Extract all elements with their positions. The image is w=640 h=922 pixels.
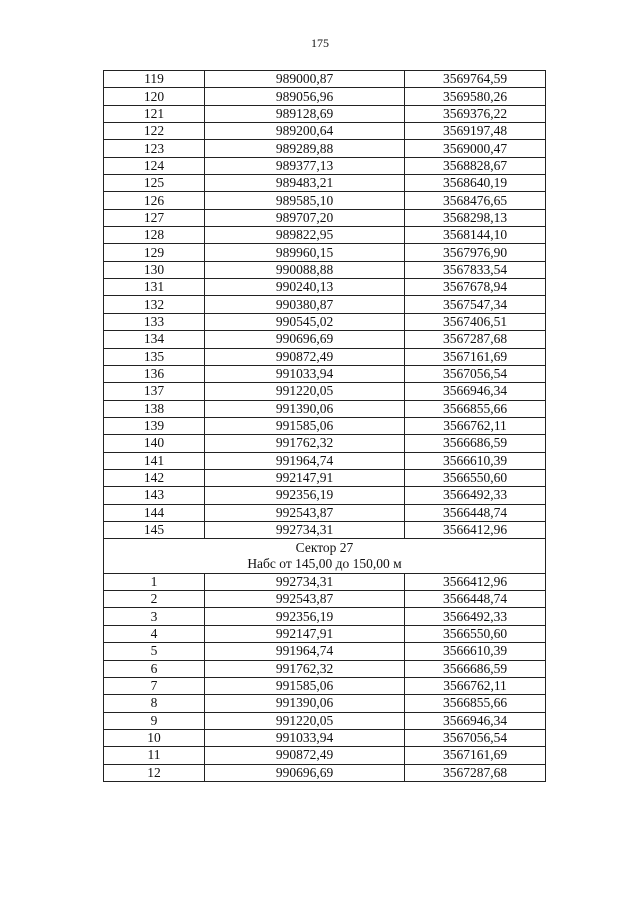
point-number-cell: 6 (104, 660, 205, 677)
x-coordinate-cell: 992734,31 (205, 573, 405, 590)
point-number-cell: 133 (104, 313, 205, 330)
x-coordinate-cell: 991762,32 (205, 435, 405, 452)
y-coordinate-cell: 3566762,11 (405, 677, 546, 694)
x-coordinate-cell: 991762,32 (205, 660, 405, 677)
x-coordinate-cell: 989200,64 (205, 123, 405, 140)
point-number-cell: 140 (104, 435, 205, 452)
x-coordinate-cell: 989056,96 (205, 88, 405, 105)
point-number-cell: 2 (104, 591, 205, 608)
table-row (104, 209, 546, 226)
point-number-cell: 8 (104, 695, 205, 712)
table-row (104, 244, 546, 261)
table-row (104, 123, 546, 140)
y-coordinate-cell: 3566686,59 (405, 660, 546, 677)
table-row (104, 643, 546, 660)
point-number-cell: 142 (104, 469, 205, 486)
y-coordinate-cell: 3567833,54 (405, 261, 546, 278)
point-number-cell: 138 (104, 400, 205, 417)
point-number-cell: 139 (104, 417, 205, 434)
y-coordinate-cell: 3566610,39 (405, 452, 546, 469)
table-row (104, 608, 546, 625)
y-coordinate-cell: 3566550,60 (405, 469, 546, 486)
y-coordinate-cell: 3566686,59 (405, 435, 546, 452)
coordinates-table-part1 (104, 71, 546, 539)
x-coordinate-cell: 991220,05 (205, 712, 405, 729)
x-coordinate-cell: 992356,19 (205, 487, 405, 504)
table-row (104, 400, 546, 417)
point-number-cell: 141 (104, 452, 205, 469)
table-row (104, 348, 546, 365)
x-coordinate-cell: 991220,05 (205, 383, 405, 400)
y-coordinate-cell: 3567287,68 (405, 764, 546, 781)
table-row (104, 383, 546, 400)
sector-subtitle: Набс от 145,00 до 150,00 м (247, 556, 402, 572)
table-row (104, 712, 546, 729)
table-row (104, 365, 546, 382)
x-coordinate-cell: 991964,74 (205, 452, 405, 469)
table-row (104, 435, 546, 452)
point-number-cell: 12 (104, 764, 205, 781)
point-number-cell: 3 (104, 608, 205, 625)
x-coordinate-cell: 990872,49 (205, 747, 405, 764)
x-coordinate-cell: 992543,87 (205, 591, 405, 608)
x-coordinate-cell: 989960,15 (205, 244, 405, 261)
y-coordinate-cell: 3567976,90 (405, 244, 546, 261)
point-number-cell: 144 (104, 504, 205, 521)
y-coordinate-cell: 3568144,10 (405, 227, 546, 244)
sector-header-cell (104, 539, 546, 574)
sector-header-group (104, 539, 546, 574)
table-row (104, 192, 546, 209)
x-coordinate-cell: 990696,69 (205, 764, 405, 781)
point-number-cell: 127 (104, 209, 205, 226)
y-coordinate-cell: 3566448,74 (405, 591, 546, 608)
table-row (104, 313, 546, 330)
point-number-cell: 7 (104, 677, 205, 694)
y-coordinate-cell: 3566448,74 (405, 504, 546, 521)
y-coordinate-cell: 3569376,22 (405, 105, 546, 122)
table-row (104, 175, 546, 192)
table-row (104, 487, 546, 504)
point-number-cell: 130 (104, 261, 205, 278)
x-coordinate-cell: 992543,87 (205, 504, 405, 521)
y-coordinate-cell: 3569197,48 (405, 123, 546, 140)
table-row (104, 764, 546, 781)
x-coordinate-cell: 991033,94 (205, 729, 405, 746)
x-coordinate-cell: 990380,87 (205, 296, 405, 313)
point-number-cell: 128 (104, 227, 205, 244)
x-coordinate-cell: 989377,13 (205, 157, 405, 174)
x-coordinate-cell: 992147,91 (205, 625, 405, 642)
y-coordinate-cell: 3566855,66 (405, 695, 546, 712)
x-coordinate-cell: 991964,74 (205, 643, 405, 660)
y-coordinate-cell: 3567678,94 (405, 279, 546, 296)
table-row (104, 88, 546, 105)
point-number-cell: 119 (104, 71, 205, 88)
y-coordinate-cell: 3567056,54 (405, 365, 546, 382)
point-number-cell: 121 (104, 105, 205, 122)
table-row (104, 729, 546, 746)
table-row (104, 591, 546, 608)
x-coordinate-cell: 989822,95 (205, 227, 405, 244)
x-coordinate-cell: 990545,02 (205, 313, 405, 330)
x-coordinate-cell: 989483,21 (205, 175, 405, 192)
table-row (104, 105, 546, 122)
y-coordinate-cell: 3569580,26 (405, 88, 546, 105)
y-coordinate-cell: 3568640,19 (405, 175, 546, 192)
x-coordinate-cell: 992734,31 (205, 521, 405, 538)
point-number-cell: 134 (104, 331, 205, 348)
x-coordinate-cell: 991033,94 (205, 365, 405, 382)
y-coordinate-cell: 3568298,13 (405, 209, 546, 226)
y-coordinate-cell: 3567406,51 (405, 313, 546, 330)
y-coordinate-cell: 3567287,68 (405, 331, 546, 348)
point-number-cell: 132 (104, 296, 205, 313)
table-row (104, 660, 546, 677)
x-coordinate-cell: 991390,06 (205, 400, 405, 417)
y-coordinate-cell: 3566946,34 (405, 383, 546, 400)
y-coordinate-cell: 3567161,69 (405, 747, 546, 764)
sector-title: Сектор 27 (295, 540, 354, 556)
table-row (104, 261, 546, 278)
x-coordinate-cell: 990696,69 (205, 331, 405, 348)
sector-header-row (104, 539, 546, 574)
point-number-cell: 143 (104, 487, 205, 504)
x-coordinate-cell: 992147,91 (205, 469, 405, 486)
point-number-cell: 10 (104, 729, 205, 746)
point-number-cell: 120 (104, 88, 205, 105)
y-coordinate-cell: 3568476,65 (405, 192, 546, 209)
table-row (104, 573, 546, 590)
x-coordinate-cell: 989128,69 (205, 105, 405, 122)
y-coordinate-cell: 3566610,39 (405, 643, 546, 660)
point-number-cell: 1 (104, 573, 205, 590)
coordinates-table-part2 (104, 573, 546, 781)
point-number-cell: 5 (104, 643, 205, 660)
point-number-cell: 137 (104, 383, 205, 400)
table-row (104, 469, 546, 486)
table-row (104, 279, 546, 296)
point-number-cell: 136 (104, 365, 205, 382)
y-coordinate-cell: 3568828,67 (405, 157, 546, 174)
table-row (104, 695, 546, 712)
point-number-cell: 131 (104, 279, 205, 296)
table-row (104, 417, 546, 434)
point-number-cell: 129 (104, 244, 205, 261)
table-row (104, 521, 546, 538)
table-row (104, 747, 546, 764)
point-number-cell: 9 (104, 712, 205, 729)
table-row (104, 677, 546, 694)
x-coordinate-cell: 990088,88 (205, 261, 405, 278)
table-row (104, 140, 546, 157)
y-coordinate-cell: 3567547,34 (405, 296, 546, 313)
x-coordinate-cell: 992356,19 (205, 608, 405, 625)
point-number-cell: 123 (104, 140, 205, 157)
table-row (104, 625, 546, 642)
y-coordinate-cell: 3566550,60 (405, 625, 546, 642)
x-coordinate-cell: 991585,06 (205, 677, 405, 694)
y-coordinate-cell: 3566855,66 (405, 400, 546, 417)
table-row (104, 71, 546, 88)
table-row (104, 296, 546, 313)
y-coordinate-cell: 3566492,33 (405, 487, 546, 504)
point-number-cell: 4 (104, 625, 205, 642)
point-number-cell: 125 (104, 175, 205, 192)
y-coordinate-cell: 3569764,59 (405, 71, 546, 88)
x-coordinate-cell: 991390,06 (205, 695, 405, 712)
y-coordinate-cell: 3566412,96 (405, 573, 546, 590)
y-coordinate-cell: 3566762,11 (405, 417, 546, 434)
y-coordinate-cell: 3567056,54 (405, 729, 546, 746)
point-number-cell: 124 (104, 157, 205, 174)
x-coordinate-cell: 989707,20 (205, 209, 405, 226)
x-coordinate-cell: 989000,87 (205, 71, 405, 88)
table-row (104, 504, 546, 521)
point-number-cell: 126 (104, 192, 205, 209)
x-coordinate-cell: 991585,06 (205, 417, 405, 434)
coordinates-table (103, 70, 546, 782)
table-row (104, 331, 546, 348)
table-row (104, 452, 546, 469)
table-row (104, 227, 546, 244)
y-coordinate-cell: 3566412,96 (405, 521, 546, 538)
y-coordinate-cell: 3566492,33 (405, 608, 546, 625)
page-number: 175 (311, 36, 329, 50)
point-number-cell: 122 (104, 123, 205, 140)
x-coordinate-cell: 989585,10 (205, 192, 405, 209)
table-row (104, 157, 546, 174)
y-coordinate-cell: 3566946,34 (405, 712, 546, 729)
x-coordinate-cell: 989289,88 (205, 140, 405, 157)
y-coordinate-cell: 3567161,69 (405, 348, 546, 365)
point-number-cell: 11 (104, 747, 205, 764)
point-number-cell: 145 (104, 521, 205, 538)
x-coordinate-cell: 990872,49 (205, 348, 405, 365)
y-coordinate-cell: 3569000,47 (405, 140, 546, 157)
x-coordinate-cell: 990240,13 (205, 279, 405, 296)
point-number-cell: 135 (104, 348, 205, 365)
